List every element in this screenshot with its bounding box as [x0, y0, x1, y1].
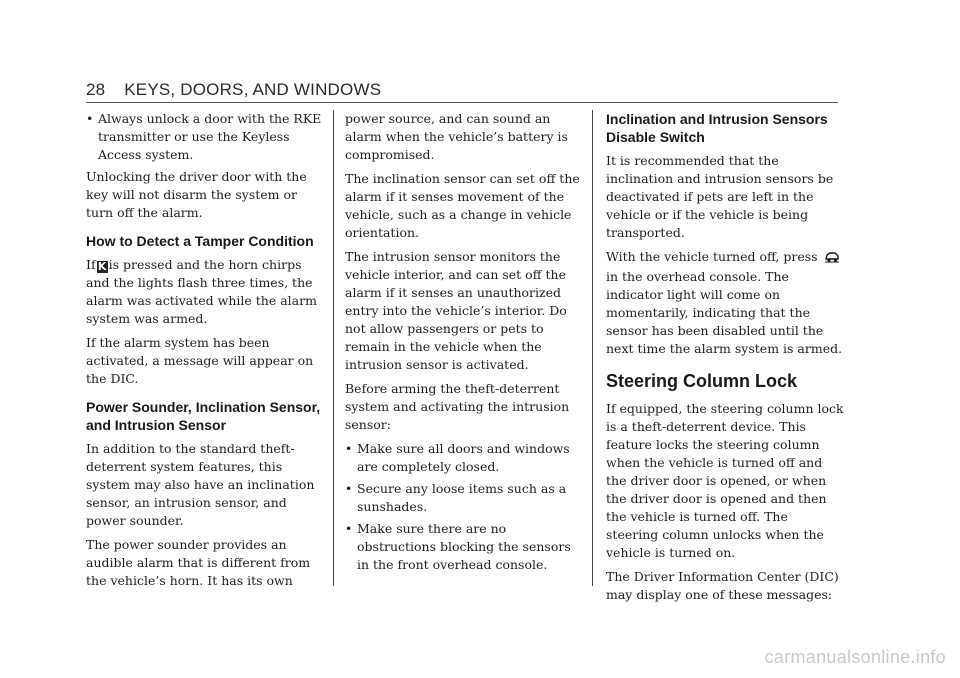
- bullet-dot: •: [345, 481, 353, 496]
- paragraph: The power sounder provides an audible alarm that is different from the vehicle’s horn. It has its own: [86, 537, 311, 588]
- section-heading: Inclination and Intrusion Sensors Disable Switch: [606, 111, 828, 145]
- paragraph: power source, and can sound an alarm when the vehicle’s battery is compromised.: [345, 111, 568, 162]
- bullet-dot: •: [345, 441, 353, 456]
- section-heading-large: Steering Column Lock: [606, 371, 798, 391]
- section-title: KEYS, DOORS, AND WINDOWS: [124, 80, 382, 99]
- section-heading: Power Sounder, Inclination Sensor, and Intrusion Sensor: [86, 399, 321, 433]
- bullet-text: Secure any loose items such as a sunshades.: [357, 481, 567, 514]
- paragraph: The intrusion sensor monitors the vehicle interior, and can set off the alarm if it senses an unauthorized entry into the vehicle’s interior. Do not allow passengers or pets to remain in the vehicle when the intrusion sensor is activated.: [345, 249, 567, 372]
- column-divider-1: [333, 110, 334, 586]
- paragraph-with-icon: [606, 248, 844, 358]
- column-divider-2: [592, 110, 593, 586]
- paragraph-suffix: is pressed and the horn chirps and the lights flash three times, the alarm was activated while the alarm system was armed.: [86, 257, 317, 326]
- bullet-dot: •: [345, 521, 353, 536]
- bullet-item: [86, 110, 324, 164]
- page-header: [86, 80, 381, 100]
- key-fob-button-icon: K: [97, 260, 107, 273]
- paragraph: Before arming the theft-deterrent system and activating the intrusion sensor:: [345, 381, 570, 432]
- paragraph: If equipped, the steering column lock is a theft-deterrent device. This feature locks the steering column when the vehicle is turned off and the driver door is opened, or when the driver door is opened and then the vehicle is turned off. The steering column unlocks when the vehicle is turned on.: [606, 401, 844, 560]
- page-number: 28: [86, 80, 106, 99]
- car-tilt-icon: [824, 250, 840, 268]
- paragraph: The inclination sensor can set off the alarm if it senses movement of the vehicle, such as a change in vehicle orientation.: [345, 171, 580, 240]
- section-heading: How to Detect a Tamper Condition: [86, 233, 314, 249]
- bullet-dot: •: [86, 111, 94, 126]
- paragraph-prefix: If: [86, 257, 96, 272]
- bullet-text: Make sure all doors and windows are completely closed.: [357, 441, 570, 474]
- paragraph: In addition to the standard theft-deterrent system features, this system may also have an inclination sensor, an intrusion sensor, and power sounder.: [86, 441, 315, 528]
- watermark: carmanualsonline.info: [764, 647, 946, 667]
- bullet-item: [345, 440, 583, 476]
- bullet-text: Always unlock a door with the RKE transmitter or use the Keyless Access system.: [98, 111, 322, 162]
- paragraph: The Driver Information Center (DIC) may display one of these messages:: [606, 569, 839, 602]
- column-1: [86, 110, 324, 596]
- bullet-item: [345, 520, 583, 574]
- column-2: [345, 110, 583, 578]
- paragraph: Unlocking the driver door with the key will not disarm the system or turn off the alarm.: [86, 169, 307, 220]
- bullet-text: Make sure there are no obstructions blocking the sensors in the front overhead console.: [357, 521, 571, 572]
- header-rule: [86, 102, 838, 103]
- paragraph-prefix: With the vehicle turned off, press: [606, 249, 818, 264]
- bullet-item: [345, 480, 583, 516]
- paragraph-suffix: in the overhead console. The indicator light will come on momentarily, indicating that the sensor has been disabled until the next time the alarm system is armed.: [606, 269, 843, 356]
- paragraph-with-icon: [86, 256, 324, 328]
- paragraph: It is recommended that the inclination and intrusion sensors be deactivated if pets are left in the vehicle or if the vehicle is being transported.: [606, 153, 834, 240]
- paragraph: If the alarm system has been activated, a message will appear on the DIC.: [86, 335, 314, 386]
- column-3: [606, 110, 844, 610]
